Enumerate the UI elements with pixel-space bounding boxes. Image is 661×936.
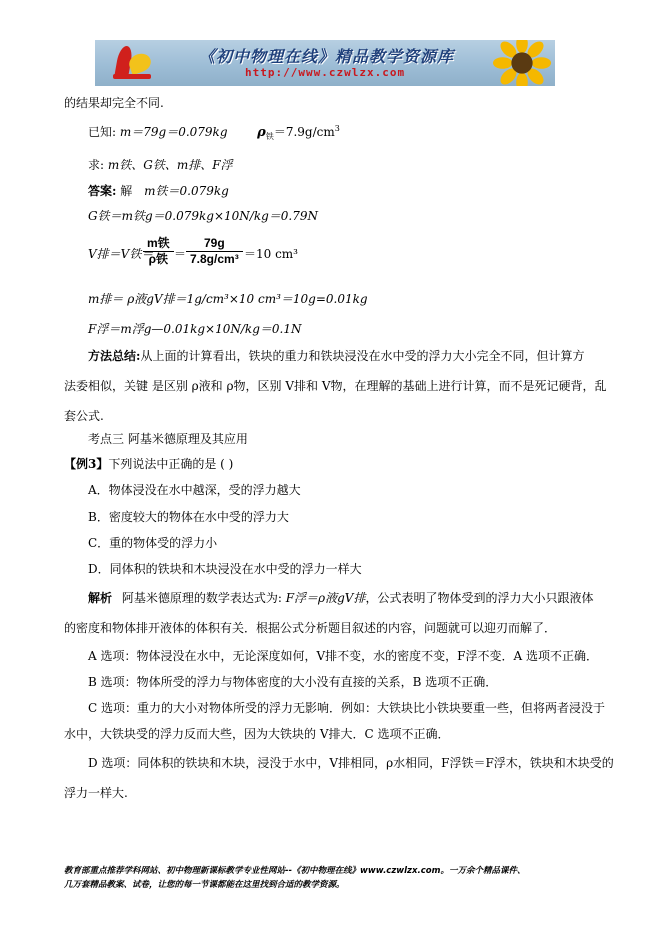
equals-sign: ＝ [174,247,187,261]
header-banner [95,40,555,86]
answer-line [88,182,229,199]
known-label: 已知: [88,125,117,139]
analysis-option-b: B 选项：物体所受的浮力与物体密度的大小没有直接的关系，B 选项不正确． [88,675,498,689]
logo-base-shape [113,74,151,79]
example-line [64,455,233,472]
equation-volume-rhs: ＝10 cm³ [244,247,298,261]
analysis-line1 [88,589,593,606]
known-rho-sub: 铁 [265,132,274,141]
footer-line1: 教育部重点推荐学科网站、初中物理新课标教学专业性网站--《初中物理在线》www.czwlzx.com。一万余个精品课件、 [64,866,526,876]
equation-volume-lhs: V排＝V铁＝ [88,247,154,261]
rho-symbol: ρ [257,125,266,140]
analysis-option-d1: D 选项：同体积的铁块和木块，浸没于水中，V排相同，ρ水相同，F浮铁＝F浮木，铁块和木块受的 [88,756,614,770]
analysis-formula: F浮＝ρ液gV排 [285,591,366,605]
fraction-values [186,236,243,267]
intro-line: 的结果却完全不同. [64,96,164,110]
known-rho-exp: 3 [334,124,340,133]
method-summary-line1 [88,347,584,364]
analysis-option-c2: 水中，大铁块受的浮力反而大些，因为大铁块的 V排大．C 选项不正确． [64,727,450,741]
known-line [88,123,340,142]
option-b: B．密度较大的物体在水中受的浮力大 [88,510,289,524]
analysis-text-1a: 阿基米德原理的数学表达式为: [121,591,282,605]
analysis-line2: 的密度和物体排开液体的体积有关．根据公式分析题目叙述的内容，问题就可以迎刃而解了． [64,621,557,635]
analysis-label: 解析 [88,591,113,605]
banner-url[interactable]: http://www.czwlzx.com [245,66,406,79]
page-footer [64,864,624,892]
seek-vars: m铁、G铁、m排、F浮 [107,158,233,172]
fraction1-denominator: ρ铁 [148,252,169,266]
equation-displaced-mass: m排＝ ρ液gV排＝1g/cm³×10 cm³＝10g=0.01kg [88,292,368,306]
section-title: 考点三 阿基米德原理及其应用 [88,432,248,446]
option-c: C．重的物体受的浮力小 [88,536,218,550]
answer-word: 解 [120,184,133,198]
example-label: 【例3】 [64,457,109,471]
fraction1-numerator: m铁 [147,236,170,250]
method-text-line1: 从上面的计算看出，铁块的重力和铁块浸没在水中受的浮力大小完全不同，但计算方 [140,349,585,363]
analysis-option-c1: C 选项：重力的大小对物体所受的浮力无影响．例如：大铁块比小铁块要重一些，但将两者浸没于 [88,701,605,715]
analysis-text-1b: ，公式表明了物体受到的浮力大小只跟液体 [365,591,594,605]
equation-buoyancy: F浮＝m浮g—0.01kg×10N/kg＝0.1N [88,322,302,336]
analysis-option-d2: 浮力一样大. [64,786,128,800]
seek-line [88,156,233,173]
equation-gravity: G铁＝m铁g＝0.079kg×10N/kg＝0.79N [88,209,318,223]
method-summary-line3: 套公式. [64,409,104,423]
fraction2-numerator: 79g [204,236,225,250]
example-question: 下列说法中正确的是 ( ) [108,457,234,471]
footer-line2: 几万套精品教案、试卷，让您的每一节课都能在这里找到合适的教学资源。 [64,880,345,890]
sunflower-icon [493,40,551,86]
analysis-option-a: A 选项：物体浸没在水中，无论深度如何，V排不变，水的密度不变，F浮不变．A 选项不正确． [88,649,598,663]
fraction2-denominator: 7.8g/cm³ [190,252,239,266]
banner-title: 《初中物理在线》精品教学资源库 [199,47,455,66]
known-mass: m＝79g＝0.079kg [119,125,228,139]
seek-label: 求: [88,158,105,172]
answer-mass: m铁＝0.079kg [144,184,229,198]
answer-label: 答案: [88,184,117,198]
method-summary-line2: 法委相似，关键 是区别 ρ液和 ρ物，区别 V排和 V物，在理解的基础上进行计算，而不是死记硬背，乱 [64,379,607,393]
option-d: D．同体积的铁块和木块浸没在水中受的浮力一样大 [88,562,362,576]
option-a: A．物体浸没在水中越深，受的浮力越大 [88,483,301,497]
known-rho-value: ＝7.9g/cm [273,125,335,139]
fraction-mass-over-density [143,236,174,267]
method-label: 方法总结: [88,349,141,363]
